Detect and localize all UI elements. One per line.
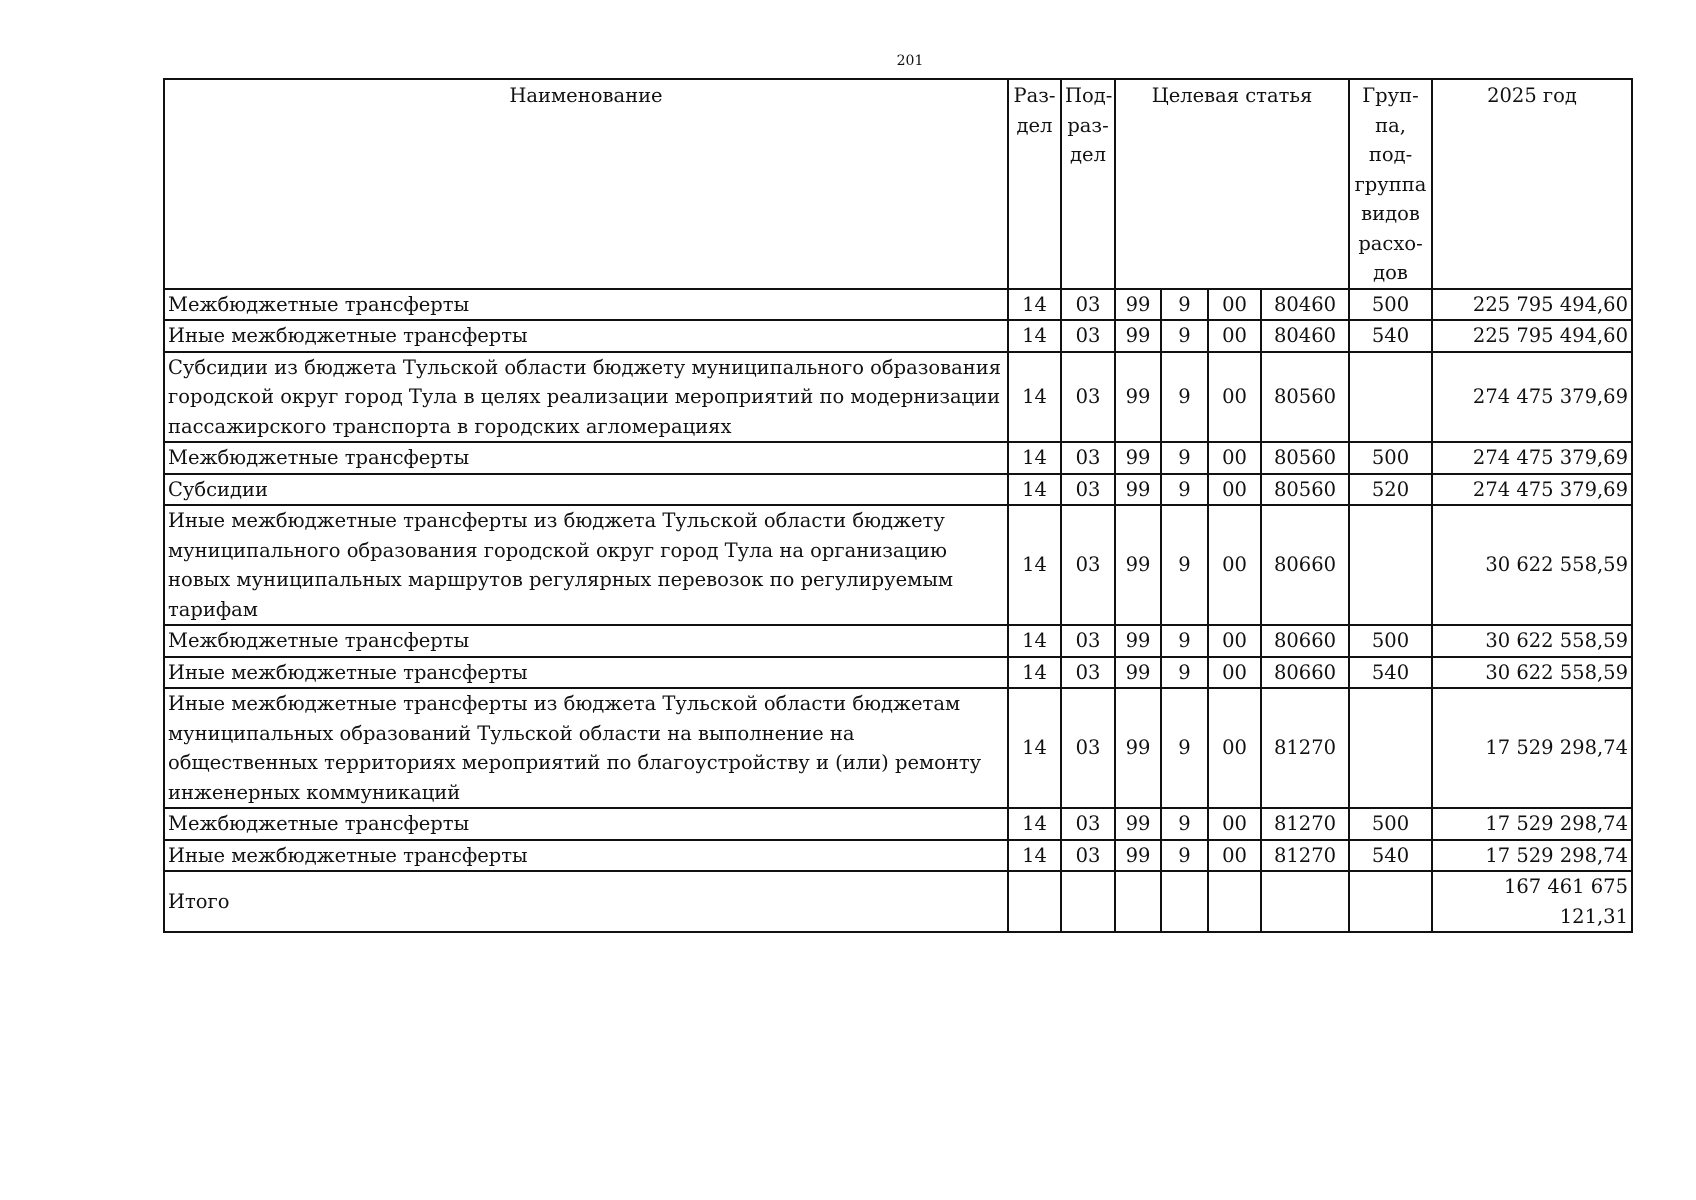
row-cs3: 00 — [1208, 352, 1261, 443]
total-amount: 167 461 675 121,31 — [1432, 871, 1632, 932]
table-row — [164, 688, 1632, 808]
row-podrazdel: 03 — [1061, 352, 1115, 443]
header-year: 2025 год — [1432, 79, 1632, 289]
row-razdel: 14 — [1008, 320, 1061, 352]
row-podrazdel: 03 — [1061, 625, 1115, 657]
row-amount: 274 475 379,69 — [1432, 474, 1632, 506]
row-amount: 30 622 558,59 — [1432, 657, 1632, 689]
row-cs4: 81270 — [1261, 840, 1349, 872]
row-cs1: 99 — [1115, 442, 1161, 474]
row-razdel: 14 — [1008, 442, 1061, 474]
table-row — [164, 474, 1632, 506]
row-cs2: 9 — [1161, 442, 1208, 474]
row-amount: 274 475 379,69 — [1432, 442, 1632, 474]
row-cs3: 00 — [1208, 505, 1261, 625]
row-amount: 30 622 558,59 — [1432, 505, 1632, 625]
row-amount: 17 529 298,74 — [1432, 840, 1632, 872]
row-cs2 — [1161, 871, 1208, 932]
row-podrazdel: 03 — [1061, 657, 1115, 689]
header-subsection — [1061, 79, 1115, 289]
row-amount: 225 795 494,60 — [1432, 320, 1632, 352]
header-expense-group-text: Груп- па, под- группа видов расхо- дов — [1354, 84, 1427, 284]
row-vr — [1349, 871, 1432, 932]
row-cs1: 99 — [1115, 320, 1161, 352]
row-vr — [1349, 688, 1432, 808]
row-cs3: 00 — [1208, 474, 1261, 506]
row-cs3 — [1208, 871, 1261, 932]
row-amount: 17 529 298,74 — [1432, 688, 1632, 808]
row-cs1: 99 — [1115, 840, 1161, 872]
row-razdel: 14 — [1008, 657, 1061, 689]
row-cs4: 80560 — [1261, 352, 1349, 443]
row-vr: 500 — [1349, 442, 1432, 474]
row-cs1: 99 — [1115, 657, 1161, 689]
row-cs4 — [1261, 871, 1349, 932]
row-cs4: 80460 — [1261, 289, 1349, 321]
row-cs2: 9 — [1161, 657, 1208, 689]
row-name: Межбюджетные трансферты — [164, 289, 1008, 321]
budget-table — [163, 78, 1633, 933]
row-cs4: 80660 — [1261, 505, 1349, 625]
row-podrazdel: 03 — [1061, 505, 1115, 625]
row-podrazdel — [1061, 871, 1115, 932]
total-row — [164, 871, 1632, 932]
header-section-text: Раз- дел — [1013, 84, 1056, 137]
row-razdel: 14 — [1008, 474, 1061, 506]
row-name: Иные межбюджетные трансферты из бюджета Тульской области бюджетам муниципальных образований Тульской области на выполнение на общественных территориях мероприятий по благоустройству и (или) ремонту инженерных коммуникаций — [164, 688, 1008, 808]
row-name: Субсидии из бюджета Тульской области бюджету муниципального образования городской округ город Тула в целях реализации мероприятий по модернизации пассажирского транспорта в городских агломерациях — [164, 352, 1008, 443]
row-cs2: 9 — [1161, 320, 1208, 352]
row-podrazdel: 03 — [1061, 808, 1115, 840]
row-cs1: 99 — [1115, 625, 1161, 657]
row-vr: 500 — [1349, 625, 1432, 657]
row-vr: 540 — [1349, 840, 1432, 872]
row-vr — [1349, 505, 1432, 625]
row-cs3: 00 — [1208, 320, 1261, 352]
row-cs4: 80460 — [1261, 320, 1349, 352]
row-name: Иные межбюджетные трансферты — [164, 320, 1008, 352]
row-cs1: 99 — [1115, 688, 1161, 808]
row-amount: 17 529 298,74 — [1432, 808, 1632, 840]
row-cs2: 9 — [1161, 474, 1208, 506]
total-label: Итого — [164, 871, 1008, 932]
row-name: Субсидии — [164, 474, 1008, 506]
row-cs1 — [1115, 871, 1161, 932]
row-vr: 540 — [1349, 657, 1432, 689]
row-vr: 500 — [1349, 289, 1432, 321]
row-cs2: 9 — [1161, 289, 1208, 321]
table-row — [164, 289, 1632, 321]
row-cs1: 99 — [1115, 808, 1161, 840]
row-amount: 30 622 558,59 — [1432, 625, 1632, 657]
row-cs1: 99 — [1115, 289, 1161, 321]
row-cs3: 00 — [1208, 289, 1261, 321]
row-razdel: 14 — [1008, 352, 1061, 443]
table-header-row — [164, 79, 1632, 289]
row-cs2: 9 — [1161, 505, 1208, 625]
row-cs1: 99 — [1115, 505, 1161, 625]
table-row — [164, 625, 1632, 657]
row-razdel: 14 — [1008, 808, 1061, 840]
row-podrazdel: 03 — [1061, 442, 1115, 474]
row-cs3: 00 — [1208, 688, 1261, 808]
header-subsection-text: Под- раз- дел — [1065, 84, 1113, 166]
row-podrazdel: 03 — [1061, 289, 1115, 321]
row-cs3: 00 — [1208, 442, 1261, 474]
row-cs2: 9 — [1161, 808, 1208, 840]
header-target-article: Целевая статья — [1115, 79, 1349, 289]
table-row — [164, 505, 1632, 625]
row-cs2: 9 — [1161, 688, 1208, 808]
row-podrazdel: 03 — [1061, 320, 1115, 352]
row-cs2: 9 — [1161, 840, 1208, 872]
table-row — [164, 657, 1632, 689]
row-name: Межбюджетные трансферты — [164, 442, 1008, 474]
row-cs3: 00 — [1208, 625, 1261, 657]
row-razdel: 14 — [1008, 688, 1061, 808]
table-row — [164, 320, 1632, 352]
table-row — [164, 808, 1632, 840]
header-expense-group — [1349, 79, 1432, 289]
row-podrazdel: 03 — [1061, 840, 1115, 872]
row-razdel — [1008, 871, 1061, 932]
row-cs4: 80560 — [1261, 474, 1349, 506]
row-cs4: 80660 — [1261, 625, 1349, 657]
row-vr: 500 — [1349, 808, 1432, 840]
row-cs1: 99 — [1115, 352, 1161, 443]
row-vr: 520 — [1349, 474, 1432, 506]
row-cs3: 00 — [1208, 840, 1261, 872]
table-row — [164, 352, 1632, 443]
row-cs4: 81270 — [1261, 808, 1349, 840]
page-number: 201 — [896, 53, 924, 69]
table-row — [164, 840, 1632, 872]
row-cs3: 00 — [1208, 808, 1261, 840]
row-cs4: 80560 — [1261, 442, 1349, 474]
row-podrazdel: 03 — [1061, 474, 1115, 506]
header-section — [1008, 79, 1061, 289]
row-name: Межбюджетные трансферты — [164, 808, 1008, 840]
row-razdel: 14 — [1008, 625, 1061, 657]
row-cs4: 80660 — [1261, 657, 1349, 689]
row-razdel: 14 — [1008, 840, 1061, 872]
row-name: Иные межбюджетные трансферты — [164, 657, 1008, 689]
row-cs4: 81270 — [1261, 688, 1349, 808]
row-cs3: 00 — [1208, 657, 1261, 689]
row-podrazdel: 03 — [1061, 688, 1115, 808]
table-row — [164, 442, 1632, 474]
row-cs2: 9 — [1161, 625, 1208, 657]
row-amount: 274 475 379,69 — [1432, 352, 1632, 443]
row-vr — [1349, 352, 1432, 443]
header-name: Наименование — [164, 79, 1008, 289]
row-vr: 540 — [1349, 320, 1432, 352]
row-amount: 225 795 494,60 — [1432, 289, 1632, 321]
row-name: Межбюджетные трансферты — [164, 625, 1008, 657]
row-razdel: 14 — [1008, 505, 1061, 625]
row-cs1: 99 — [1115, 474, 1161, 506]
row-cs2: 9 — [1161, 352, 1208, 443]
row-name: Иные межбюджетные трансферты — [164, 840, 1008, 872]
table-body — [164, 289, 1632, 933]
row-razdel: 14 — [1008, 289, 1061, 321]
row-name: Иные межбюджетные трансферты из бюджета Тульской области бюджету муниципального образования городской округ город Тула на организацию новых муниципальных маршрутов регулярных перевозок по регулируемым тарифам — [164, 505, 1008, 625]
